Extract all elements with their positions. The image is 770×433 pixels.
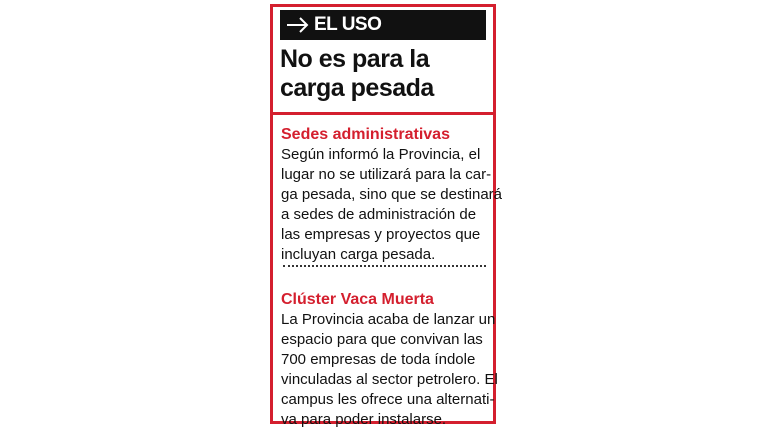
body-line: lugar no se utilizará para la car-	[281, 166, 492, 183]
body-line: va para poder instalarse.	[281, 411, 447, 428]
body-line: campus les ofrece una alternati-	[281, 391, 495, 408]
dotted-divider	[283, 265, 486, 267]
section-sedes-administrativas	[281, 125, 502, 265]
section-body	[281, 145, 502, 265]
body-line: Según informó la Provincia, el	[281, 146, 481, 163]
body-line: incluyan carga pesada.	[281, 246, 436, 263]
right-arrow-icon	[280, 10, 314, 40]
section-title: Clúster Vaca Muerta	[281, 291, 434, 308]
headline	[280, 45, 490, 103]
body-line: ga pesada, sino que se destinará	[281, 186, 502, 203]
header-label: EL USO	[314, 14, 382, 35]
section-header	[280, 10, 486, 40]
headline-line: carga pesada	[280, 74, 434, 102]
section-body	[281, 310, 498, 430]
body-line: a sedes de administración de	[281, 206, 477, 223]
body-line: 700 empresas de toda índole	[281, 351, 476, 368]
red-divider	[270, 112, 496, 115]
body-line: las empresas y proyectos que	[281, 226, 481, 243]
section-cluster-vaca-muerta	[281, 290, 498, 430]
section-title: Sedes administrativas	[281, 126, 450, 143]
headline-line: No es para la	[280, 45, 430, 73]
body-line: La Provincia acaba de lanzar un	[281, 311, 496, 328]
body-line: vinculadas al sector petrolero. El	[281, 371, 498, 388]
infobox	[270, 4, 502, 428]
body-line: espacio para que convivan las	[281, 331, 483, 348]
